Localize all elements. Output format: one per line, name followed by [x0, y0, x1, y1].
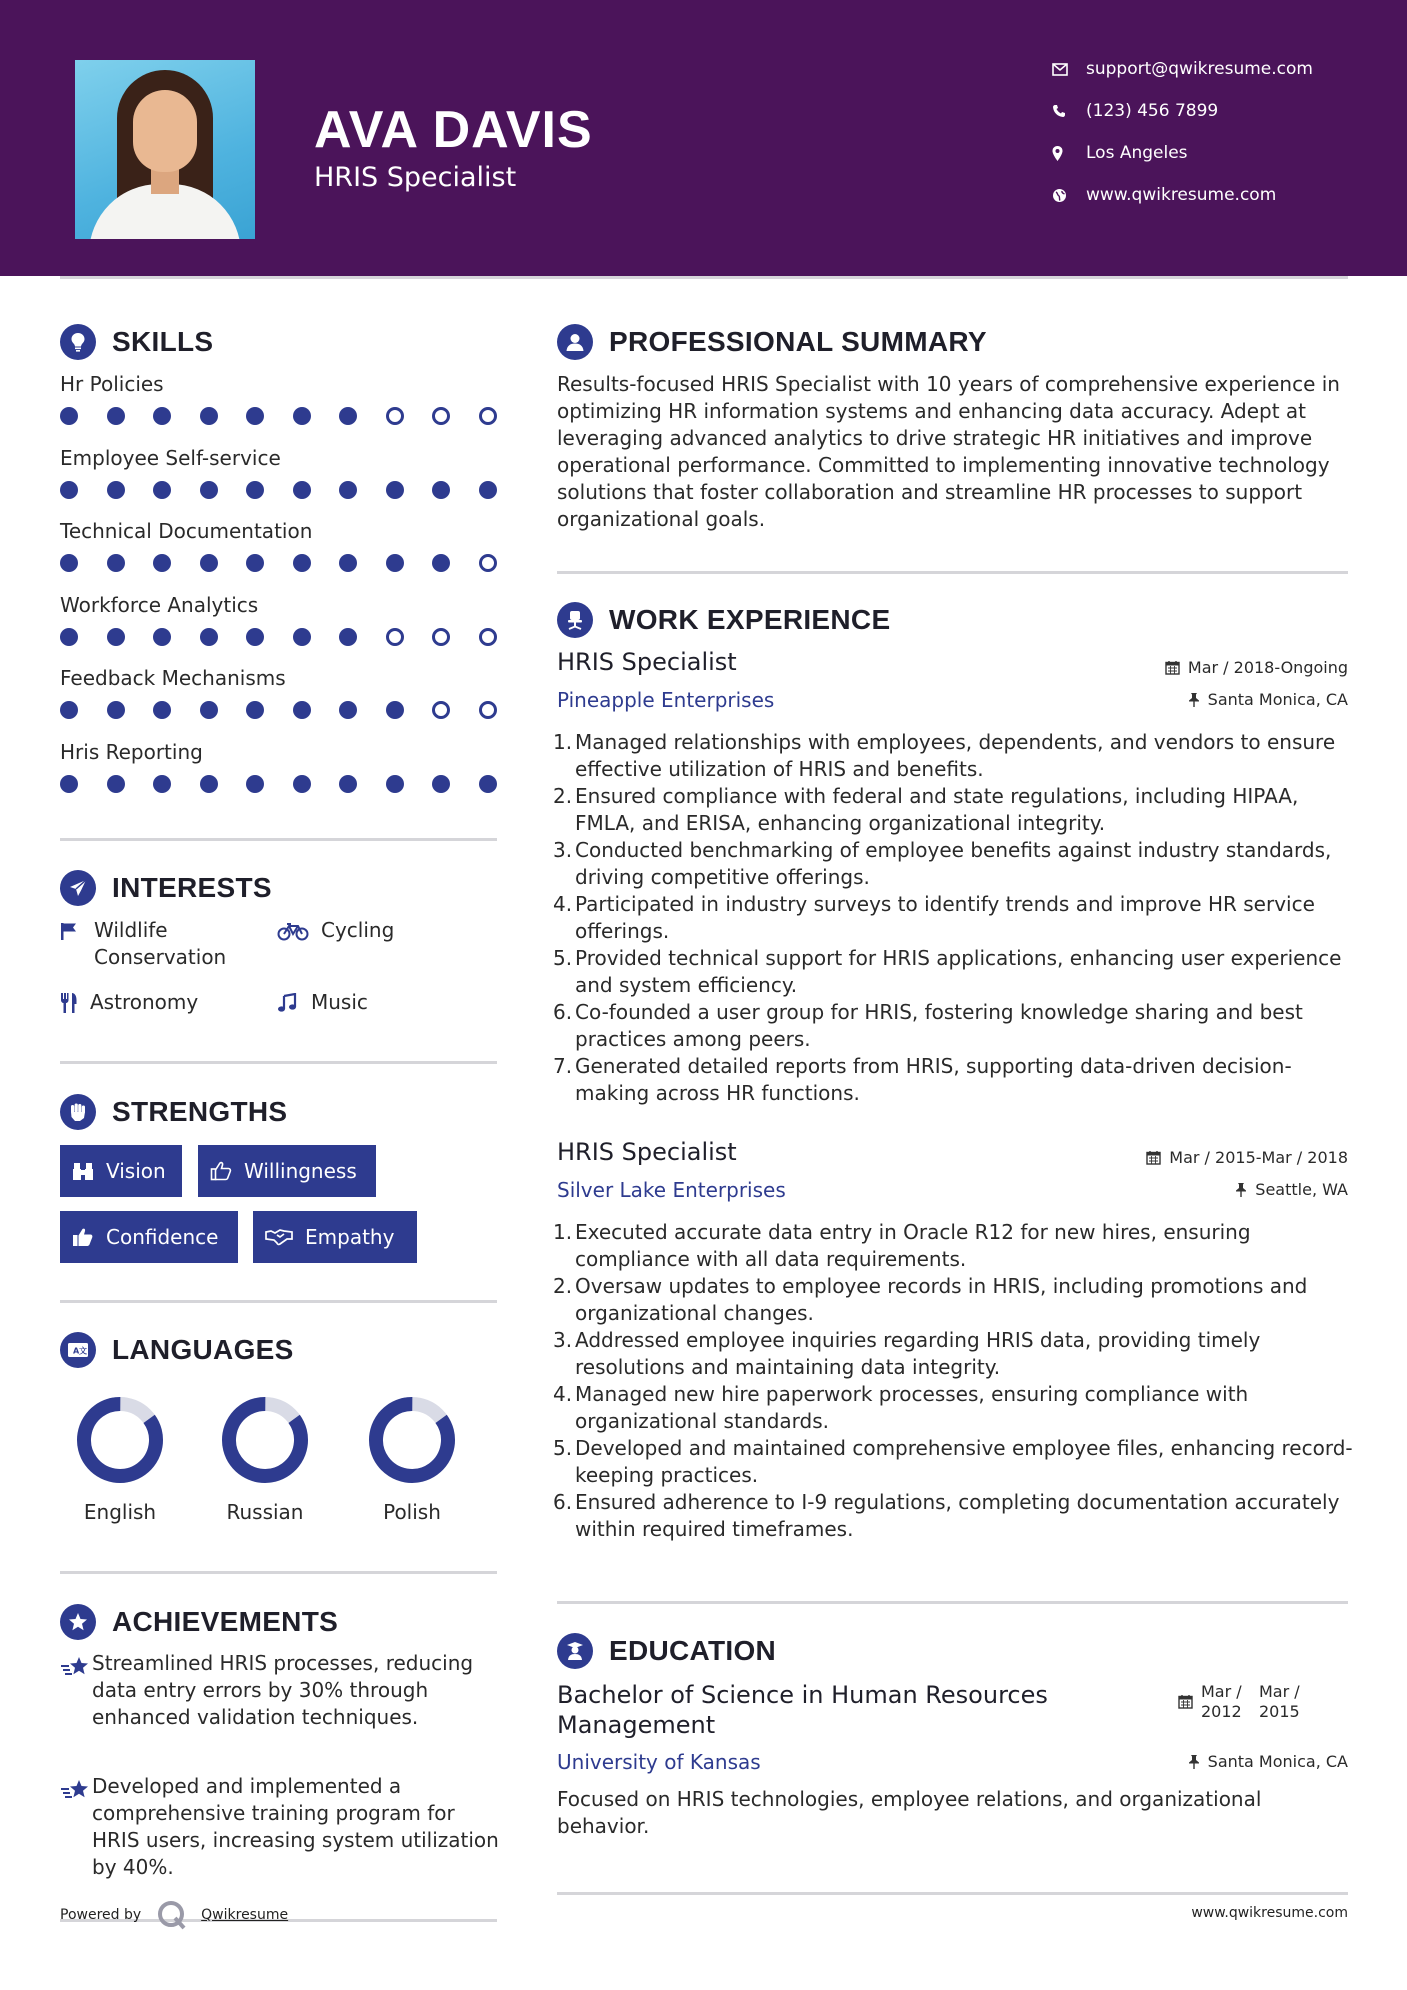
strengths-heading: STRENGTHS — [60, 1094, 287, 1130]
divider — [60, 1061, 497, 1064]
divider — [557, 571, 1348, 574]
divider — [60, 1300, 497, 1303]
handshake-icon — [265, 1228, 293, 1246]
thumbs-up-outline-icon — [210, 1161, 232, 1181]
job-date: Mar / 2018-Ongoing — [1165, 658, 1348, 677]
skill-label: Workforce Analytics — [60, 592, 259, 617]
rating-dot-empty — [386, 407, 404, 425]
resume-header — [0, 0, 1407, 276]
skill-rating — [60, 554, 525, 572]
calendar-icon — [1146, 1150, 1161, 1165]
powered-by: Powered by Qwikresume — [60, 1900, 288, 1930]
language-ring-fill — [220, 1395, 310, 1485]
rating-dot-filled — [246, 701, 264, 719]
duty-item: 6. Co-founded a user group for HRIS, fostering knowledge sharing and best practices among peers. — [553, 1000, 1303, 1051]
duty-item: 6. Ensured adherence to I-9 regulations, completing documentation accurately within required timeframes. — [553, 1490, 1340, 1541]
rating-dot-filled — [339, 701, 357, 719]
achievement-item: Developed and implemented a comprehensive training program for HRIS users, increasing system utilization by 40%. — [60, 1773, 500, 1881]
summary-heading: PROFESSIONAL SUMMARY — [557, 324, 987, 360]
footer-url[interactable]: www.qwikresume.com — [1191, 1905, 1348, 1921]
fist-icon — [60, 1094, 96, 1130]
qwikresume-logo-icon — [157, 1900, 187, 1930]
music-icon — [277, 989, 311, 1016]
duty-item: 1. Managed relationships with employees, dependents, and vendors to ensure effective utilization of HRIS and benefits. — [553, 730, 1336, 781]
contact-email[interactable]: support@qwikresume.com — [1050, 54, 1380, 84]
rating-dot-empty — [432, 628, 450, 646]
job-date: Mar / 2015-Mar / 2018 — [1146, 1148, 1348, 1167]
duty-item: 7. Generated detailed reports from HRIS, supporting data-driven decision-making across HR functions. — [553, 1054, 1292, 1105]
rating-dot-filled — [153, 554, 171, 572]
contact-phone[interactable]: (123) 456 7899 — [1050, 96, 1380, 126]
job-duties — [553, 1219, 1357, 1543]
pushpin-icon — [1188, 1754, 1200, 1769]
rating-dot-filled — [293, 701, 311, 719]
svg-text:文: 文 — [79, 1346, 87, 1356]
utensils-icon — [60, 989, 90, 1016]
job-role: HRIS Specialist — [557, 648, 737, 676]
rating-dot-filled — [386, 481, 404, 499]
skill-label: Hris Reporting — [60, 739, 203, 764]
rating-dot-filled — [107, 701, 125, 719]
skill-rating — [60, 407, 525, 425]
rating-dot-filled — [432, 775, 450, 793]
rating-dot-filled — [479, 775, 497, 793]
calendar-icon — [1165, 660, 1180, 675]
rating-dot-filled — [60, 407, 78, 425]
rating-dot-filled — [293, 628, 311, 646]
language-icon — [60, 1332, 96, 1368]
skill-label: Employee Self-service — [60, 445, 281, 470]
rating-dot-filled — [200, 554, 218, 572]
job-company: Pineapple Enterprises — [557, 688, 775, 712]
language-ring — [195, 1395, 335, 1489]
profile-photo — [75, 60, 255, 239]
rating-dot-filled — [153, 407, 171, 425]
rating-dot-filled — [153, 628, 171, 646]
rating-dot-filled — [246, 407, 264, 425]
rating-dot-filled — [107, 407, 125, 425]
rating-dot-filled — [386, 775, 404, 793]
summary-text: Results-focused HRIS Specialist with 10 years of comprehensive experience in optimizing HR information systems and enhancing data accuracy. Adept at leveraging advanced analytics to drive strategic HR initiatives and improve operational performance. Committed to implementing innovative technology solutions that foster collaboration and streamline HR processes to support organizational goals. — [557, 372, 1340, 531]
pushpin-icon — [1235, 1182, 1247, 1197]
rating-dot-filled — [339, 554, 357, 572]
rating-dot-empty — [432, 407, 450, 425]
education-heading: EDUCATION — [557, 1633, 776, 1669]
job-location: Seattle, WA — [1235, 1180, 1348, 1199]
duty-item: 4. Managed new hire paperwork processes, ensuring compliance with organizational standards. — [553, 1382, 1249, 1433]
paper-plane-icon — [60, 870, 96, 906]
languages-heading: A 文 LANGUAGES — [60, 1332, 294, 1368]
rating-dot-filled — [107, 481, 125, 499]
job-role: HRIS Specialist — [557, 1138, 737, 1166]
rating-dot-filled — [200, 407, 218, 425]
rating-dot-filled — [246, 628, 264, 646]
duty-item: 1. Executed accurate data entry in Oracle R12 for new hires, ensuring compliance with all data requirements. — [553, 1220, 1251, 1271]
rating-dot-filled — [200, 701, 218, 719]
rating-dot-filled — [153, 775, 171, 793]
rating-dot-filled — [200, 481, 218, 499]
language-label: Russian — [226, 1500, 304, 1524]
language-ring-fill — [75, 1395, 165, 1485]
strength-chip-confidence: Confidence — [60, 1211, 238, 1263]
language-ring — [342, 1395, 482, 1489]
rating-dot-filled — [386, 554, 404, 572]
rating-dot-filled — [339, 407, 357, 425]
rating-dot-empty — [479, 554, 497, 572]
rating-dot-filled — [153, 481, 171, 499]
map-marker-icon — [1050, 146, 1086, 161]
pushpin-icon — [1188, 692, 1200, 707]
skill-label: Hr Policies — [60, 372, 164, 396]
rating-dot-filled — [60, 554, 78, 572]
binoculars-icon — [72, 1161, 94, 1181]
rating-dot-filled — [386, 701, 404, 719]
header-divider — [60, 276, 1348, 279]
education-location: Santa Monica, CA — [1188, 1752, 1348, 1771]
interest-item: Music — [277, 989, 368, 1016]
rating-dot-filled — [339, 481, 357, 499]
rating-dot-empty — [479, 701, 497, 719]
divider — [557, 1601, 1348, 1604]
divider — [60, 1571, 497, 1574]
thumbs-up-icon — [72, 1227, 94, 1247]
duty-item: 3. Conducted benchmarking of employee benefits against industry standards, driving competitive offerings. — [553, 838, 1332, 889]
candidate-name: AVA DAVIS — [314, 101, 593, 159]
duty-item: 3. Addressed employee inquiries regarding HRIS data, providing timely resolutions and maintaining data integrity. — [553, 1328, 1261, 1379]
envelope-icon — [1050, 63, 1086, 76]
rating-dot-filled — [200, 775, 218, 793]
svg-text:A: A — [73, 1346, 80, 1356]
rating-dot-filled — [107, 775, 125, 793]
interest-item: Wildlife Conservation — [60, 917, 226, 971]
duty-item: 5. Developed and maintained comprehensive employee files, enhancing record-keeping practices. — [553, 1436, 1353, 1487]
job-location: Santa Monica, CA — [1188, 690, 1348, 709]
strength-chip-willingness: Willingness — [198, 1145, 376, 1197]
job-duties — [553, 729, 1357, 1107]
skill-rating — [60, 481, 525, 499]
qwikresume-link[interactable]: Qwikresume — [201, 1907, 289, 1923]
interest-item: Cycling — [277, 917, 394, 944]
shooting-star-icon — [60, 1650, 92, 1731]
rating-dot-filled — [246, 554, 264, 572]
experience-heading: WORK EXPERIENCE — [557, 602, 890, 638]
calendar-icon — [1178, 1682, 1193, 1722]
language-label: Polish — [383, 1500, 441, 1524]
shooting-star-icon — [60, 1773, 92, 1881]
rating-dot-filled — [60, 775, 78, 793]
contact-website[interactable]: www.qwikresume.com — [1050, 180, 1380, 210]
phone-icon — [1050, 104, 1086, 118]
divider — [557, 1892, 1348, 1895]
skills-heading: SKILLS — [60, 324, 213, 360]
rating-dot-filled — [293, 407, 311, 425]
graduate-icon — [557, 1633, 593, 1669]
duty-item: 5. Provided technical support for HRIS applications, enhancing user experience and system efficiency. — [553, 946, 1342, 997]
skill-label: Technical Documentation — [60, 519, 313, 543]
interest-item: Astronomy — [60, 989, 198, 1016]
office-chair-icon — [557, 602, 593, 638]
globe-icon — [1050, 188, 1086, 203]
rating-dot-filled — [432, 481, 450, 499]
rating-dot-filled — [200, 628, 218, 646]
user-icon — [557, 324, 593, 360]
skill-label: Feedback Mechanisms — [60, 666, 286, 690]
strength-chip-vision: Vision — [60, 1145, 182, 1197]
education-degree: Bachelor of Science in Human Resources Management — [557, 1681, 1048, 1739]
achievement-item: Streamlined HRIS processes, reducing data entry errors by 30% through enhanced validation techniques. — [60, 1650, 500, 1731]
rating-dot-filled — [60, 628, 78, 646]
skill-rating — [60, 701, 525, 719]
rating-dot-filled — [107, 554, 125, 572]
rating-dot-filled — [339, 628, 357, 646]
bicycle-icon — [277, 917, 321, 944]
language-label: English — [83, 1500, 157, 1524]
rating-dot-filled — [293, 554, 311, 572]
flag-icon — [60, 917, 94, 944]
education-description: Focused on HRIS technologies, employee relations, and organizational behavior. — [557, 1787, 1262, 1838]
rating-dot-filled — [293, 481, 311, 499]
job-company: Silver Lake Enterprises — [557, 1178, 786, 1202]
candidate-title: HRIS Specialist — [314, 162, 517, 193]
achievements-heading: ACHIEVEMENTS — [60, 1604, 338, 1640]
rating-dot-filled — [153, 701, 171, 719]
duty-item: 2. Ensured compliance with federal and state regulations, including HIPAA, FMLA, and ERISA, enhancing organizational integrity. — [553, 784, 1299, 835]
education-school: University of Kansas — [557, 1750, 761, 1774]
rating-dot-filled — [339, 775, 357, 793]
rating-dot-filled — [60, 701, 78, 719]
duty-item: 2. Oversaw updates to employee records in HRIS, including promotions and organizational changes. — [553, 1274, 1308, 1325]
rating-dot-filled — [246, 775, 264, 793]
rating-dot-empty — [386, 628, 404, 646]
rating-dot-empty — [432, 701, 450, 719]
rating-dot-filled — [246, 481, 264, 499]
education-dates: Mar / 2012 Mar / 2015 — [1178, 1682, 1300, 1722]
star-badge-icon — [60, 1604, 96, 1640]
rating-dot-filled — [479, 481, 497, 499]
rating-dot-empty — [479, 407, 497, 425]
rating-dot-filled — [293, 775, 311, 793]
language-ring-fill — [367, 1395, 457, 1485]
rating-dot-empty — [479, 628, 497, 646]
rating-dot-filled — [107, 628, 125, 646]
skill-rating — [60, 628, 525, 646]
lightbulb-icon — [60, 324, 96, 360]
divider — [60, 838, 497, 841]
rating-dot-filled — [60, 481, 78, 499]
skill-rating — [60, 775, 525, 793]
interests-heading: INTERESTS — [60, 870, 272, 906]
strength-chip-empathy: Empathy — [253, 1211, 417, 1263]
contact-location: Los Angeles — [1050, 138, 1380, 168]
duty-item: 4. Participated in industry surveys to identify trends and improve HR service offerings. — [553, 892, 1315, 943]
rating-dot-filled — [432, 554, 450, 572]
language-ring — [50, 1395, 190, 1489]
